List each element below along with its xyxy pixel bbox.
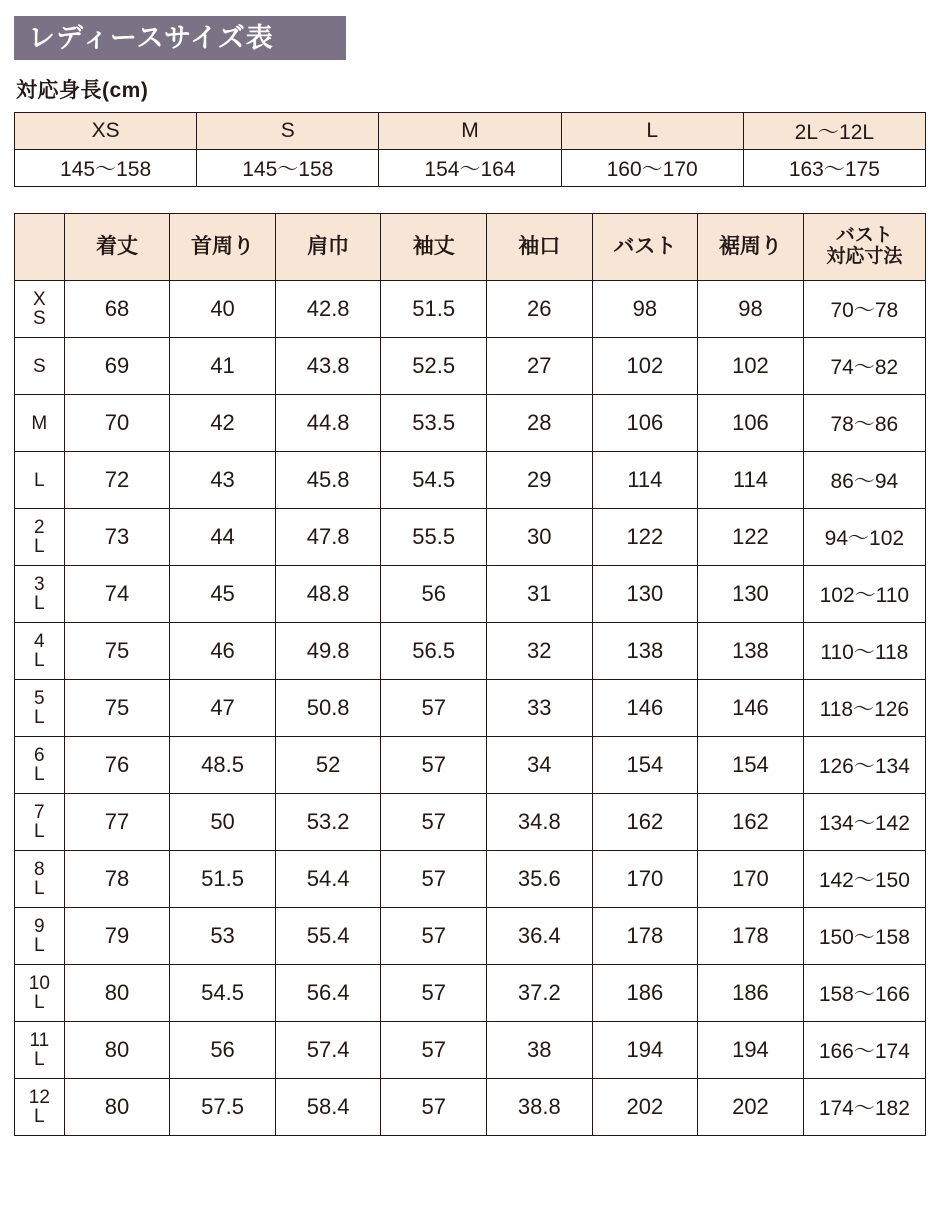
row-size-label bbox=[15, 281, 65, 338]
table-cell: 75 bbox=[64, 623, 170, 680]
table-cell: 40 bbox=[170, 281, 276, 338]
row-size-label bbox=[15, 965, 65, 1022]
table-cell: 114 bbox=[592, 452, 698, 509]
table-cell: 138 bbox=[698, 623, 804, 680]
table-cell: 44 bbox=[170, 509, 276, 566]
row-size-label-line2: L bbox=[34, 821, 45, 842]
table-cell: 57 bbox=[381, 794, 487, 851]
table-cell: 49.8 bbox=[275, 623, 381, 680]
row-size-label-line1: 10 bbox=[28, 973, 50, 994]
table-cell: 54.5 bbox=[381, 452, 487, 509]
row-size-label-line2: L bbox=[34, 1106, 45, 1127]
page-title: レディースサイズ表 bbox=[28, 22, 274, 53]
size-table-header-row bbox=[15, 214, 926, 281]
cell-bust-range: 118〜126 bbox=[803, 680, 925, 737]
table-cell: 72 bbox=[64, 452, 170, 509]
row-size-label-line1: 5 bbox=[34, 688, 45, 709]
row-size-label-line1: 11 bbox=[29, 1030, 50, 1051]
row-size-label-stack bbox=[15, 518, 64, 556]
table-cell: 106 bbox=[698, 395, 804, 452]
row-size-label bbox=[15, 338, 65, 395]
table-cell: 53.2 bbox=[275, 794, 381, 851]
table-row bbox=[15, 794, 926, 851]
col-susomawari: 裾周り bbox=[698, 214, 804, 281]
table-cell: 42 bbox=[170, 395, 276, 452]
height-col-xs: XS bbox=[15, 113, 197, 150]
col-kitake: 着丈 bbox=[64, 214, 170, 281]
table-cell: 146 bbox=[698, 680, 804, 737]
table-cell: 80 bbox=[64, 965, 170, 1022]
row-size-label-line1: 2 bbox=[34, 517, 45, 538]
row-size-label-line1: 12 bbox=[28, 1087, 50, 1108]
table-cell: 57.4 bbox=[275, 1022, 381, 1079]
table-cell: 44.8 bbox=[275, 395, 381, 452]
row-size-label bbox=[15, 1079, 65, 1136]
table-cell: 53 bbox=[170, 908, 276, 965]
col-sodeguchi: 袖口 bbox=[487, 214, 593, 281]
table-cell: 122 bbox=[592, 509, 698, 566]
table-cell: 75 bbox=[64, 680, 170, 737]
row-size-label-stack bbox=[15, 632, 64, 670]
table-cell: 130 bbox=[592, 566, 698, 623]
height-table-value-row bbox=[15, 150, 926, 187]
table-cell: 50 bbox=[170, 794, 276, 851]
table-cell: 57 bbox=[381, 851, 487, 908]
table-cell: 202 bbox=[698, 1079, 804, 1136]
height-value-s: 145〜158 bbox=[197, 150, 379, 187]
row-size-label-line2: S bbox=[33, 308, 46, 329]
height-value-xs: 145〜158 bbox=[15, 150, 197, 187]
table-cell: 58.4 bbox=[275, 1079, 381, 1136]
table-cell: 37.2 bbox=[487, 965, 593, 1022]
row-size-label-line2: L bbox=[34, 878, 45, 899]
table-cell: 57 bbox=[381, 737, 487, 794]
row-size-label-stack bbox=[15, 917, 64, 955]
col-bust-range-line2: 対応寸法 bbox=[826, 246, 903, 267]
row-size-label-line2: L bbox=[34, 992, 45, 1013]
row-size-label-line1: X bbox=[33, 289, 46, 310]
row-size-label-line1: L bbox=[34, 469, 45, 491]
table-row bbox=[15, 281, 926, 338]
table-cell: 42.8 bbox=[275, 281, 381, 338]
table-cell: 56.4 bbox=[275, 965, 381, 1022]
table-cell: 186 bbox=[698, 965, 804, 1022]
table-cell: 114 bbox=[698, 452, 804, 509]
table-cell: 106 bbox=[592, 395, 698, 452]
row-size-label bbox=[15, 908, 65, 965]
table-cell: 102 bbox=[592, 338, 698, 395]
table-cell: 78 bbox=[64, 851, 170, 908]
table-cell: 29 bbox=[487, 452, 593, 509]
row-size-label-line1: 4 bbox=[34, 631, 45, 652]
table-cell: 98 bbox=[592, 281, 698, 338]
row-size-label-line1: S bbox=[33, 355, 46, 377]
table-row bbox=[15, 566, 926, 623]
table-cell: 43 bbox=[170, 452, 276, 509]
table-cell: 170 bbox=[592, 851, 698, 908]
cell-bust-range: 166〜174 bbox=[803, 1022, 925, 1079]
table-cell: 45 bbox=[170, 566, 276, 623]
row-size-label-stack bbox=[15, 290, 64, 328]
cell-bust-range: 150〜158 bbox=[803, 908, 925, 965]
table-cell: 33 bbox=[487, 680, 593, 737]
table-cell: 46 bbox=[170, 623, 276, 680]
row-size-label-stack bbox=[15, 803, 64, 841]
row-size-label-stack bbox=[15, 974, 64, 1012]
table-cell: 54.5 bbox=[170, 965, 276, 1022]
page-title-banner bbox=[14, 16, 346, 60]
table-cell: 98 bbox=[698, 281, 804, 338]
table-cell: 74 bbox=[64, 566, 170, 623]
table-row bbox=[15, 965, 926, 1022]
cell-bust-range: 174〜182 bbox=[803, 1079, 925, 1136]
table-cell: 194 bbox=[698, 1022, 804, 1079]
table-row bbox=[15, 1079, 926, 1136]
table-cell: 56.5 bbox=[381, 623, 487, 680]
table-cell: 27 bbox=[487, 338, 593, 395]
table-row bbox=[15, 395, 926, 452]
row-size-label-stack bbox=[15, 575, 64, 613]
table-cell: 170 bbox=[698, 851, 804, 908]
row-size-label-line1: 7 bbox=[34, 802, 45, 823]
height-section-label: 対応身長(cm) bbox=[16, 79, 149, 102]
row-size-label-stack bbox=[15, 689, 64, 727]
row-size-label-line2: L bbox=[34, 707, 45, 728]
table-cell: 48.5 bbox=[170, 737, 276, 794]
size-table-body bbox=[15, 281, 926, 1136]
table-cell: 79 bbox=[64, 908, 170, 965]
row-size-label bbox=[15, 1022, 65, 1079]
cell-bust-range: 110〜118 bbox=[803, 623, 925, 680]
table-cell: 28 bbox=[487, 395, 593, 452]
table-cell: 41 bbox=[170, 338, 276, 395]
table-cell: 26 bbox=[487, 281, 593, 338]
row-size-label bbox=[15, 737, 65, 794]
table-cell: 57 bbox=[381, 1022, 487, 1079]
height-col-2l-12l: 2L〜12L bbox=[743, 113, 925, 150]
table-cell: 80 bbox=[64, 1079, 170, 1136]
table-cell: 57 bbox=[381, 908, 487, 965]
cell-bust-range: 142〜150 bbox=[803, 851, 925, 908]
col-bust: バスト bbox=[592, 214, 698, 281]
row-size-label-line2: L bbox=[34, 935, 45, 956]
cell-bust-range: 102〜110 bbox=[803, 566, 925, 623]
table-row bbox=[15, 509, 926, 566]
cell-bust-range: 70〜78 bbox=[803, 281, 925, 338]
row-size-label-line2: L bbox=[34, 764, 45, 785]
height-value-2l-12l: 163〜175 bbox=[743, 150, 925, 187]
row-size-label-line1: 6 bbox=[34, 745, 45, 766]
table-cell: 146 bbox=[592, 680, 698, 737]
row-size-label-line1: M bbox=[31, 412, 48, 434]
table-cell: 34.8 bbox=[487, 794, 593, 851]
table-cell: 77 bbox=[64, 794, 170, 851]
height-col-l: L bbox=[561, 113, 743, 150]
row-size-label-stack bbox=[15, 414, 64, 433]
table-cell: 57 bbox=[381, 1079, 487, 1136]
row-size-label-line2: L bbox=[34, 1049, 45, 1070]
row-size-label bbox=[15, 566, 65, 623]
table-row bbox=[15, 737, 926, 794]
table-cell: 52 bbox=[275, 737, 381, 794]
table-cell: 186 bbox=[592, 965, 698, 1022]
col-bust-range-line1: バスト bbox=[835, 225, 893, 247]
row-size-label-stack bbox=[15, 471, 64, 490]
table-row bbox=[15, 1022, 926, 1079]
table-cell: 43.8 bbox=[275, 338, 381, 395]
cell-bust-range: 134〜142 bbox=[803, 794, 925, 851]
table-cell: 56 bbox=[170, 1022, 276, 1079]
table-cell: 73 bbox=[64, 509, 170, 566]
col-kubimawari: 首周り bbox=[170, 214, 276, 281]
cell-bust-range: 74〜82 bbox=[803, 338, 925, 395]
table-cell: 38 bbox=[487, 1022, 593, 1079]
height-table-header-row bbox=[15, 113, 926, 150]
size-chart-page bbox=[0, 16, 940, 1136]
table-cell: 57.5 bbox=[170, 1079, 276, 1136]
table-cell: 55.4 bbox=[275, 908, 381, 965]
table-cell: 32 bbox=[487, 623, 593, 680]
table-cell: 35.6 bbox=[487, 851, 593, 908]
table-cell: 54.4 bbox=[275, 851, 381, 908]
height-table bbox=[14, 112, 926, 187]
table-cell: 178 bbox=[592, 908, 698, 965]
size-table-corner bbox=[15, 214, 65, 281]
table-cell: 69 bbox=[64, 338, 170, 395]
table-cell: 31 bbox=[487, 566, 593, 623]
table-cell: 47 bbox=[170, 680, 276, 737]
table-cell: 51.5 bbox=[381, 281, 487, 338]
table-cell: 48.8 bbox=[275, 566, 381, 623]
cell-bust-range: 158〜166 bbox=[803, 965, 925, 1022]
table-cell: 57 bbox=[381, 965, 487, 1022]
table-cell: 56 bbox=[381, 566, 487, 623]
table-cell: 194 bbox=[592, 1022, 698, 1079]
row-size-label bbox=[15, 623, 65, 680]
col-katahaba: 肩巾 bbox=[275, 214, 381, 281]
table-cell: 55.5 bbox=[381, 509, 487, 566]
table-cell: 122 bbox=[698, 509, 804, 566]
row-size-label-stack bbox=[15, 860, 64, 898]
row-size-label-line1: 9 bbox=[34, 916, 45, 937]
table-cell: 76 bbox=[64, 737, 170, 794]
col-sodetake: 袖丈 bbox=[381, 214, 487, 281]
row-size-label-line2: L bbox=[34, 593, 45, 614]
table-cell: 38.8 bbox=[487, 1079, 593, 1136]
table-cell: 36.4 bbox=[487, 908, 593, 965]
row-size-label-stack bbox=[15, 746, 64, 784]
table-row bbox=[15, 680, 926, 737]
table-cell: 154 bbox=[592, 737, 698, 794]
size-measurement-table bbox=[14, 213, 926, 1136]
table-cell: 130 bbox=[698, 566, 804, 623]
table-row bbox=[15, 452, 926, 509]
row-size-label bbox=[15, 452, 65, 509]
table-cell: 178 bbox=[698, 908, 804, 965]
row-size-label-line2: L bbox=[34, 650, 45, 671]
row-size-label-stack bbox=[15, 357, 64, 376]
table-cell: 53.5 bbox=[381, 395, 487, 452]
table-cell: 70 bbox=[64, 395, 170, 452]
table-cell: 45.8 bbox=[275, 452, 381, 509]
cell-bust-range: 126〜134 bbox=[803, 737, 925, 794]
height-col-m: M bbox=[379, 113, 561, 150]
row-size-label-stack bbox=[15, 1031, 64, 1069]
table-cell: 162 bbox=[592, 794, 698, 851]
table-row bbox=[15, 851, 926, 908]
row-size-label-stack bbox=[15, 1088, 64, 1126]
row-size-label-line1: 3 bbox=[34, 574, 45, 595]
table-cell: 57 bbox=[381, 680, 487, 737]
table-cell: 34 bbox=[487, 737, 593, 794]
cell-bust-range: 78〜86 bbox=[803, 395, 925, 452]
table-cell: 154 bbox=[698, 737, 804, 794]
table-cell: 102 bbox=[698, 338, 804, 395]
row-size-label-line1: 8 bbox=[34, 859, 45, 880]
row-size-label bbox=[15, 851, 65, 908]
table-cell: 80 bbox=[64, 1022, 170, 1079]
table-cell: 52.5 bbox=[381, 338, 487, 395]
table-cell: 51.5 bbox=[170, 851, 276, 908]
row-size-label bbox=[15, 794, 65, 851]
row-size-label bbox=[15, 395, 65, 452]
row-size-label bbox=[15, 509, 65, 566]
cell-bust-range: 86〜94 bbox=[803, 452, 925, 509]
table-cell: 68 bbox=[64, 281, 170, 338]
table-cell: 138 bbox=[592, 623, 698, 680]
table-cell: 50.8 bbox=[275, 680, 381, 737]
height-value-m: 154〜164 bbox=[379, 150, 561, 187]
row-size-label bbox=[15, 680, 65, 737]
table-cell: 47.8 bbox=[275, 509, 381, 566]
table-cell: 30 bbox=[487, 509, 593, 566]
cell-bust-range: 94〜102 bbox=[803, 509, 925, 566]
table-cell: 162 bbox=[698, 794, 804, 851]
table-row bbox=[15, 908, 926, 965]
height-value-l: 160〜170 bbox=[561, 150, 743, 187]
row-size-label-line2: L bbox=[34, 536, 45, 557]
table-row bbox=[15, 338, 926, 395]
col-bust-range bbox=[803, 214, 925, 281]
height-col-s: S bbox=[197, 113, 379, 150]
table-row bbox=[15, 623, 926, 680]
table-cell: 202 bbox=[592, 1079, 698, 1136]
